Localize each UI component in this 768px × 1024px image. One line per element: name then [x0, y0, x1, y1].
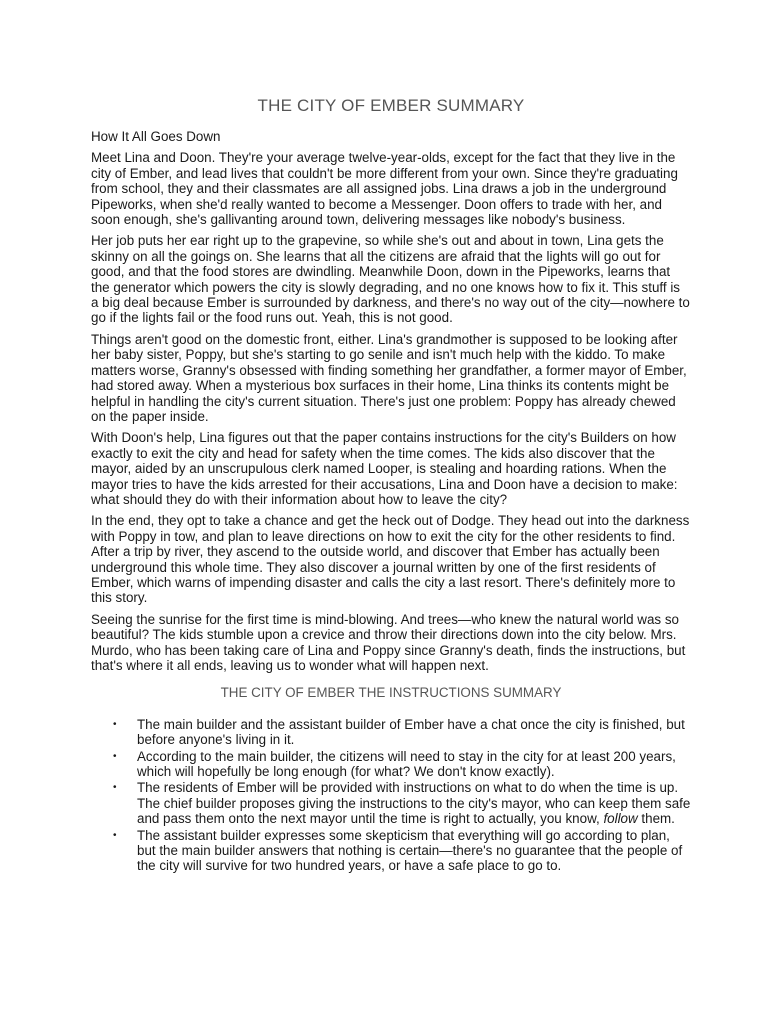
- paragraph-1: Meet Lina and Doon. They're your average twelve-year-olds, except for the fact that they live in the city of Ember, and lead lives that couldn't be more different from your own. Since they're graduating from school, they and their classmates are all assigned jobs. Lina draws a job in the underground Pipeworks, when she'd really wanted to become a Messenger. Doon offers to trade with her, and soon enough, she's gallivanting around town, delivering messages like nobody's business.: [91, 150, 678, 228]
- document-page: [91, 95, 691, 875]
- paragraph-6: Seeing the sunrise for the first time is mind-blowing. And trees—who knew the natural world was so beautiful? The kids stumble upon a crevice and throw their directions down into the city below. Mrs. Murdo, who has been taking care of Lina and Poppy since Granny's death, finds the instructions, but that's where it all ends, leaving us to wonder what will happen next.: [91, 611, 686, 673]
- bullet-text-emphasis: follow: [603, 811, 638, 827]
- bullet-icon: •: [113, 782, 117, 794]
- paragraph-4: With Doon's help, Lina figures out that the paper contains instructions for the city's Builders on how exactly to exit the city and head for safety when the time comes. The kids also discover that the mayor, aided by an unscrupulous clerk named Looper, is stealing and hoarding rations. When the mayor tries to have the kids arrested for their accusations, Lina and Doon have a decision to make: what should they do with their information about how to leave the city?: [91, 430, 678, 507]
- bullet-item-1: [91, 717, 691, 748]
- bullet-text: The assistant builder expresses some skepticism that everything will go according to plan, but the main builder answers that nothing is certain—there's no guarantee that the people of the city will survive for two hundred years, or have a safe place to go to.: [137, 827, 683, 874]
- bullet-item-2: [91, 749, 691, 780]
- section-title: How It All Goes Down: [91, 129, 221, 144]
- bullet-text: According to the main builder, the citizens will need to stay in the city for at least 200 years, which will hopefully be long enough (for what? We don't know exactly).: [137, 748, 676, 780]
- bullet-item-3: [91, 780, 691, 826]
- instructions-bullet-list: [91, 717, 691, 874]
- paragraph-3: Things aren't good on the domestic front, either. Lina's grandmother is supposed to be looking after her baby sister, Poppy, but she's starting to go senile and isn't much help with the kiddo. To make matters worse, Granny's obsessed with finding something her grandfather, a former mayor of Ember, had stored away. When a mysterious box surfaces in their home, Lina thinks its contents might be helpful in handling the city's current situation. There's just one problem: Poppy has already chewed on the paper inside.: [91, 331, 687, 424]
- document-title: THE CITY OF EMBER SUMMARY: [257, 96, 525, 115]
- paragraph-5: In the end, they opt to take a chance and get the heck out of Dodge. They head out into the darkness with Poppy in tow, and plan to leave directions on how to exit the city for the other residents to find. After a trip by river, they ascend to the outside world, and discover that Ember has actually been underground this whole time. They also discover a journal written by one of the first residents of Ember, which warns of impending disaster and calls the city a last resort. There's definitely more to this story.: [91, 513, 690, 606]
- bullet-text-after: them.: [637, 811, 675, 827]
- bullet-item-4: [91, 828, 691, 874]
- bullet-text-before: The residents of Ember will be provided with instructions on what to do when the time is up. The chief builder proposes giving the instructions to the city's mayor, who can keep them safe and pass them onto the next mayor until the time is right to actually, you know,: [137, 780, 691, 827]
- bullet-icon: •: [113, 829, 117, 841]
- paragraph-2: Her job puts her ear right up to the grapevine, so while she's out and about in town, Lina gets the skinny on all the goings on. She learns that all the citizens are afraid that the lights will go out for good, and that the food stores are dwindling. Meanwhile Doon, down in the Pipeworks, learns that the generator which powers the city is slowly degrading, and no one knows how to fix it. This stuff is a big deal because Ember is surrounded by darkness, and there's no way out of the city—nowhere to go if the lights fail or the food runs out. Yeah, this is not good.: [91, 233, 690, 326]
- bullet-text: The main builder and the assistant builder of Ember have a chat once the city is finished, but before anyone's living in it.: [137, 716, 685, 748]
- bullet-icon: •: [113, 718, 117, 730]
- bullet-icon: •: [113, 750, 117, 762]
- instructions-subheading: THE CITY OF EMBER THE INSTRUCTIONS SUMMARY: [220, 685, 562, 701]
